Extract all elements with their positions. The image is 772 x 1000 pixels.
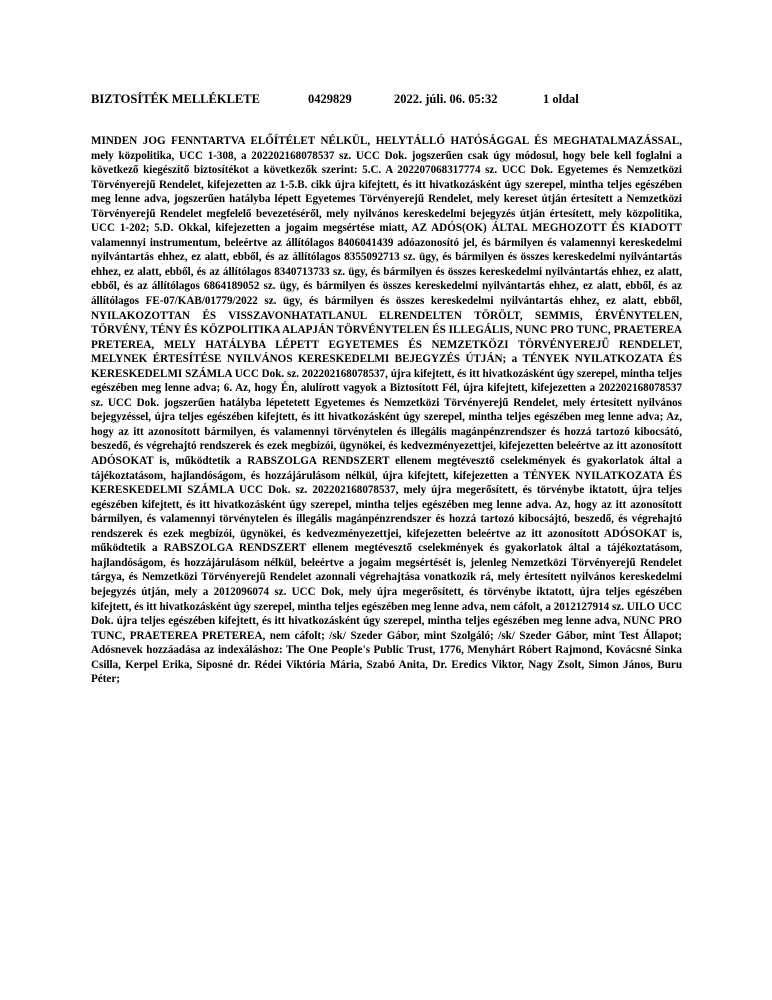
page-number: 1 oldal: [543, 92, 579, 106]
document-code: 0429829: [308, 92, 352, 106]
body-paragraph: MINDEN JOG FENNTARTVA ELŐÍTÉLET NÉLKÜL, HELYTÁLLÓ HATÓSÁGGAL ÉS MEGHATALMAZÁSSAL, mely közpolitika, UCC 1-308, a 202202168078537 sz. UCC Dok. jogszerűen csak úgy módosul, hogy bele kell foglalni a következő kiegészítő biztosítékot a következők szerint: 5.C. A 202207068317774 sz. UCC Dok. Egyetemes és Nemzetközi Törvényerejű Rendelet, kifejezetten az 1-5.B. cikk újra kifejtett, és itt hivatkozásként úgy szerepel, mintha teljes egészében meg lenne adva, jogszerűen hatályba lépett Egyetemes Törvényerejű Rendelet, mely kereset útján értesített a Nemzetközi Törvényerejű Rendelet megfelelő bevezetéséről, mely nyilvános kereskedelmi bejegyzés útján értesített, mely közpolitika, UCC 1-202; 5.D. Okkal, kifejezetten a jogaim megsértése miatt, AZ ADÓS(OK) ÁLTAL MEGHOZOTT ÉS KIADOTT valamennyi instrumentum, beleértve az állítólagos 8406041439 adóazonosító jel, és bármilyen és valamennyi kereskedelmi nyilvántartás ehhez, ez alatt, ebből, és az állítólagos 8355092713 sz. ügy, és bármilyen és összes kereskedelmi nyilvántartás ehhez, ez alatt, ebből, és az állítólagos 8340713733 sz. ügy, és bármilyen és összes kereskedelmi nyilvántartás ehhez, ez alatt, ebből, és az állítólagos 6864189052 sz. ügy, és bármilyen és összes kereskedelmi nyilvántartás ehhez, ez alatt, ebből, és az állítólagos FE-07/KAB/01779/2022 sz. ügy, és bármilyen és összes kereskedelmi nyilvántartás ehhez, ez alatt, ebből, NYILAKOZOTTAN ÉS VISSZAVONHATATLANUL ELRENDELTEN TÖRÖLT, SEMMIS, ÉRVÉNYTELEN, TÖRVÉNY, TÉNY ÉS KÖZPOLITIKA ALAPJÁN TÖRVÉNYTELEN ÉS ILLEGÁLIS, NUNC PRO TUNC, PRAETEREA PRETEREA, MELY HATÁLYBA LÉPETT EGYETEMES ÉS NEMZETKÖZI TÖRVÉNYEREJŰ RENDELET, MELYNEK ÉRTESÍTÉSE NYILVÁNOS KERESKEDELMI BEJEGYZÉS ÚTJÁN; a TÉNYEK NYILATKOZATA ÉS KERESKEDELMI SZÁMLA UCC Dok. sz. 202202168078537, újra kifejtett, és itt hivatkozásként úgy szerepel, mintha teljes egészében meg lenne adva; 6. Az, hogy Én, alulírott vagyok a Biztosított Fél, újra kifejtett, kifejezetten a 202202168078537 sz. UCC Dok. jogszerűen hatályba lépetetett Egyetemes és Nemzetközi Törvényerejű Rendelet, mely értesített nyilvános bejegyzéssel, újra teljes egészében kifejtett, és itt hivatkozásként úgy szerepel, mintha teljes egészében meg lenne adva; Az, hogy az itt azonosított bármilyen, és valamennyi törvénytelen és illegális magánpénzrendszer és hozzá tartozó kibocsátó, beszedő, és végrehajtó rendszerek és ezek megbízói, ügynökei, és kedvezményezettjei, kifejezetten beleértve az itt azonosított ADÓSOKAT is, működtetik a RABSZOLGA RENDSZERT ellenem megtévesztő cselekmények és gyakorlatok által a tájékoztatásom, hajlandóságom, és hozzájárulásom nélkül, újra kifejtett, kifejezetten a TÉNYEK NYILATKOZATA ÉS KERESKEDELMI SZÁMLA UCC Dok. sz. 202202168078537, mely újra megerősített, és törvénybe iktatott, újra teljes egészében kifejtett, és itt hivatkozásként úgy szerepel, mintha teljes egészében meg lenne adva. Az, hogy az itt azonosított bármilyen, és valamennyi törvénytelen és illegális magánpénzrendszer és hozzá tartozó kibocsájtó, beszedő, és végrehajtó rendszerek és ezek megbízói, ügynökei, és kedvezményezettjei, kifejezetten beleértve az itt azonosított ADÓSOKAT is, működtetik a RABSZOLGA RENDSZERT ellenem megtévesztő cselekmények és gyakorlatok által a tájékoztatásom, hajlandóságom, és hozzájárulásom nélkül, beleértve a jogaim megsértését is, jelenleg Nemzetközi Törvényerejű Rendelet tárgya, és Nemzetközi Törvényerejű Rendelet azonnali végrehajtása vonatkozik rá, mely értesített nyilvános kereskedelmi bejegyzés útján, mely a 2012096074 sz. UCC Dok, mely újra megerősített, és törvénybe iktatott, újra teljes egészében kifejtett, és itt hivatkozásként úgy szerepel, mintha teljes egészében meg lenne adva, nem cáfolt, a 2012127914 sz. UILO UCC Dok. újra teljes egészében kifejtett, és itt hivatkozásként úgy szerepel, mintha teljes egészében meg lenne adva, NUNC PRO TUNC, PRAETEREA PRETEREA, nem cáfolt; /sk/ Szeder Gábor, mint Szolgáló; /sk/ Szeder Gábor, mint Test Állapot; Adósnevek hozzáadása az indexáláshoz: The One People's Public Trust, 1776, Menyhárt Róbert Rajmond, Kovácsné Sinka Csilla, Kerpel Erika, Siposné dr. Rédei Viktória Mária, Szabó Anita, Dr. Eredics Viktor, Nagy Zsolt, Simon János, Buru Péter;: [91, 135, 682, 686]
document-datetime: 2022. júli. 06. 05:32: [394, 92, 498, 106]
document-title: BIZTOSÍTÉK MELLÉKLETE: [91, 92, 260, 106]
